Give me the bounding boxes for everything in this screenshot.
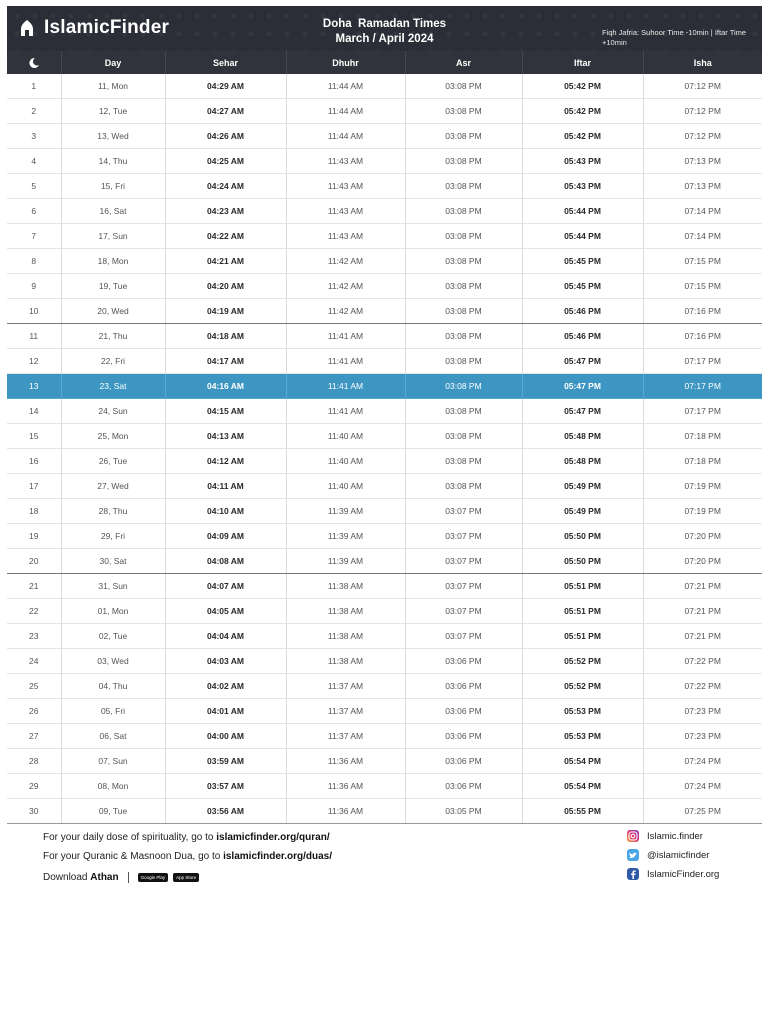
asr-time: 03:08 PM <box>405 299 522 324</box>
google-play-badge[interactable]: Google Play <box>138 873 169 882</box>
asr-time: 03:08 PM <box>405 224 522 249</box>
iftar-time: 05:51 PM <box>522 599 643 624</box>
ramadan-day: 7 <box>7 224 61 249</box>
isha-time: 07:17 PM <box>643 399 762 424</box>
table-row <box>7 624 762 649</box>
isha-time: 07:13 PM <box>643 149 762 174</box>
isha-time: 07:12 PM <box>643 99 762 124</box>
column-header-dhuhr: Dhuhr <box>286 51 405 74</box>
isha-time: 07:17 PM <box>643 374 762 399</box>
sehar-time: 04:20 AM <box>165 274 286 299</box>
iftar-time: 05:53 PM <box>522 699 643 724</box>
isha-time: 07:20 PM <box>643 549 762 574</box>
download-text: Download <box>43 872 91 883</box>
table-row <box>7 599 762 624</box>
dhuhr-time: 11:40 AM <box>286 424 405 449</box>
date: 21, Thu <box>61 324 165 349</box>
asr-time: 03:06 PM <box>405 749 522 774</box>
sehar-time: 04:05 AM <box>165 599 286 624</box>
sehar-time: 04:04 AM <box>165 624 286 649</box>
date: 05, Fri <box>61 699 165 724</box>
table-header-row <box>7 51 762 74</box>
table-row <box>7 424 762 449</box>
sehar-time: 04:11 AM <box>165 474 286 499</box>
iftar-time: 05:49 PM <box>522 474 643 499</box>
divider <box>128 872 129 883</box>
ramadan-day: 5 <box>7 174 61 199</box>
isha-time: 07:16 PM <box>643 299 762 324</box>
instagram-link[interactable] <box>627 830 703 842</box>
brand-name: IslamicFinder <box>44 17 170 38</box>
footer <box>7 826 762 896</box>
date: 15, Fri <box>61 174 165 199</box>
iftar-time: 05:52 PM <box>522 674 643 699</box>
isha-time: 07:20 PM <box>643 524 762 549</box>
date: 02, Tue <box>61 624 165 649</box>
table-row <box>7 399 762 424</box>
isha-time: 07:17 PM <box>643 349 762 374</box>
sehar-time: 03:56 AM <box>165 799 286 824</box>
asr-time: 03:07 PM <box>405 574 522 599</box>
table-row <box>7 74 762 99</box>
iftar-time: 05:55 PM <box>522 799 643 824</box>
sehar-time: 04:07 AM <box>165 574 286 599</box>
iftar-time: 05:50 PM <box>522 524 643 549</box>
dhuhr-time: 11:42 AM <box>286 299 405 324</box>
isha-time: 07:15 PM <box>643 274 762 299</box>
duas-promo-text: For your Quranic & Masnoon Dua, go to <box>43 851 224 862</box>
asr-time: 03:08 PM <box>405 474 522 499</box>
ramadan-day: 18 <box>7 499 61 524</box>
header-bar <box>7 6 762 51</box>
isha-time: 07:15 PM <box>643 249 762 274</box>
table-row <box>7 349 762 374</box>
ramadan-day: 12 <box>7 349 61 374</box>
isha-time: 07:14 PM <box>643 199 762 224</box>
iftar-time: 05:45 PM <box>522 249 643 274</box>
table-row <box>7 224 762 249</box>
isha-time: 07:24 PM <box>643 774 762 799</box>
asr-time: 03:08 PM <box>405 349 522 374</box>
ramadan-day: 22 <box>7 599 61 624</box>
table-row <box>7 674 762 699</box>
isha-time: 07:12 PM <box>643 74 762 99</box>
iftar-time: 05:44 PM <box>522 224 643 249</box>
date: 14, Thu <box>61 149 165 174</box>
dhuhr-time: 11:37 AM <box>286 699 405 724</box>
table-row <box>7 724 762 749</box>
sehar-time: 04:17 AM <box>165 349 286 374</box>
dhuhr-time: 11:44 AM <box>286 99 405 124</box>
date: 04, Thu <box>61 674 165 699</box>
mosque-icon <box>17 18 37 38</box>
dhuhr-time: 11:37 AM <box>286 674 405 699</box>
dhuhr-time: 11:40 AM <box>286 449 405 474</box>
date: 16, Sat <box>61 199 165 224</box>
asr-time: 03:07 PM <box>405 524 522 549</box>
asr-time: 03:08 PM <box>405 449 522 474</box>
sehar-time: 04:18 AM <box>165 324 286 349</box>
date: 13, Wed <box>61 124 165 149</box>
dhuhr-time: 11:43 AM <box>286 174 405 199</box>
ramadan-day: 4 <box>7 149 61 174</box>
table-row <box>7 124 762 149</box>
asr-time: 03:08 PM <box>405 124 522 149</box>
sehar-time: 04:26 AM <box>165 124 286 149</box>
dhuhr-time: 11:43 AM <box>286 199 405 224</box>
table-row <box>7 274 762 299</box>
asr-time: 03:08 PM <box>405 399 522 424</box>
iftar-time: 05:42 PM <box>522 124 643 149</box>
facebook-icon <box>627 868 639 880</box>
sehar-time: 03:57 AM <box>165 774 286 799</box>
quran-promo-text: For your daily dose of spirituality, go to <box>43 832 217 843</box>
ramadan-day: 30 <box>7 799 61 824</box>
sehar-time: 04:19 AM <box>165 299 286 324</box>
ramadan-timetable-page <box>7 6 762 824</box>
sehar-time: 04:16 AM <box>165 374 286 399</box>
isha-time: 07:19 PM <box>643 474 762 499</box>
quran-link[interactable]: islamicfinder.org/quran/ <box>216 832 330 843</box>
dhuhr-time: 11:36 AM <box>286 799 405 824</box>
ramadan-day: 19 <box>7 524 61 549</box>
ramadan-day: 1 <box>7 74 61 99</box>
ramadan-day: 11 <box>7 324 61 349</box>
dhuhr-time: 11:41 AM <box>286 399 405 424</box>
ramadan-day: 13 <box>7 374 61 399</box>
date: 18, Mon <box>61 249 165 274</box>
isha-time: 07:12 PM <box>643 124 762 149</box>
iftar-time: 05:42 PM <box>522 99 643 124</box>
sehar-time: 04:13 AM <box>165 424 286 449</box>
asr-time: 03:06 PM <box>405 699 522 724</box>
asr-time: 03:07 PM <box>405 599 522 624</box>
iftar-time: 05:53 PM <box>522 724 643 749</box>
download-promo <box>43 872 199 883</box>
asr-time: 03:08 PM <box>405 374 522 399</box>
asr-time: 03:06 PM <box>405 649 522 674</box>
isha-time: 07:19 PM <box>643 499 762 524</box>
date: 26, Tue <box>61 449 165 474</box>
ramadan-day: 23 <box>7 624 61 649</box>
asr-time: 03:07 PM <box>405 499 522 524</box>
table-row <box>7 574 762 599</box>
date: 27, Wed <box>61 474 165 499</box>
prayer-times-table <box>7 51 762 824</box>
isha-time: 07:13 PM <box>643 174 762 199</box>
date: 03, Wed <box>61 649 165 674</box>
iftar-time: 05:50 PM <box>522 549 643 574</box>
table-row <box>7 149 762 174</box>
date: 06, Sat <box>61 724 165 749</box>
asr-time: 03:08 PM <box>405 74 522 99</box>
date: 30, Sat <box>61 549 165 574</box>
title-city: Doha Ramadan Times <box>322 18 447 30</box>
dhuhr-time: 11:36 AM <box>286 749 405 774</box>
sehar-time: 04:27 AM <box>165 99 286 124</box>
iftar-time: 05:47 PM <box>522 374 643 399</box>
isha-time: 07:24 PM <box>643 749 762 774</box>
table-row <box>7 499 762 524</box>
isha-time: 07:23 PM <box>643 699 762 724</box>
ramadan-day: 8 <box>7 249 61 274</box>
dhuhr-time: 11:38 AM <box>286 574 405 599</box>
dhuhr-time: 11:43 AM <box>286 224 405 249</box>
iftar-time: 05:47 PM <box>522 399 643 424</box>
dhuhr-time: 11:44 AM <box>286 124 405 149</box>
sehar-time: 04:09 AM <box>165 524 286 549</box>
table-row <box>7 524 762 549</box>
dhuhr-time: 11:44 AM <box>286 74 405 99</box>
iftar-time: 05:47 PM <box>522 349 643 374</box>
isha-time: 07:23 PM <box>643 724 762 749</box>
dhuhr-time: 11:38 AM <box>286 649 405 674</box>
asr-time: 03:07 PM <box>405 624 522 649</box>
sehar-time: 04:02 AM <box>165 674 286 699</box>
ramadan-day: 17 <box>7 474 61 499</box>
sehar-time: 03:59 AM <box>165 749 286 774</box>
dhuhr-time: 11:39 AM <box>286 524 405 549</box>
iftar-time: 05:43 PM <box>522 174 643 199</box>
date: 23, Sat <box>61 374 165 399</box>
date: 09, Tue <box>61 799 165 824</box>
date: 25, Mon <box>61 424 165 449</box>
iftar-time: 05:46 PM <box>522 299 643 324</box>
isha-time: 07:21 PM <box>643 599 762 624</box>
title-period: March / April 2024 <box>335 33 434 45</box>
table-row <box>7 699 762 724</box>
table-row <box>7 174 762 199</box>
iftar-time: 05:42 PM <box>522 74 643 99</box>
sehar-time: 04:15 AM <box>165 399 286 424</box>
asr-time: 03:08 PM <box>405 274 522 299</box>
asr-time: 03:05 PM <box>405 799 522 824</box>
iftar-time: 05:44 PM <box>522 199 643 224</box>
asr-time: 03:08 PM <box>405 149 522 174</box>
twitter-icon <box>627 849 639 861</box>
date: 20, Wed <box>61 299 165 324</box>
ramadan-day: 6 <box>7 199 61 224</box>
dhuhr-time: 11:37 AM <box>286 724 405 749</box>
table-row <box>7 324 762 349</box>
duas-link[interactable]: islamicfinder.org/duas/ <box>223 851 333 862</box>
isha-time: 07:16 PM <box>643 324 762 349</box>
asr-time: 03:08 PM <box>405 99 522 124</box>
dhuhr-time: 11:38 AM <box>286 599 405 624</box>
ramadan-day-header <box>7 51 61 74</box>
asr-time: 03:08 PM <box>405 324 522 349</box>
duas-promo <box>43 851 332 862</box>
fiqh-note: Fiqh Jafria: Suhoor Time -10min | Iftar Time +10min <box>602 28 747 47</box>
sehar-time: 04:10 AM <box>165 499 286 524</box>
sehar-time: 04:23 AM <box>165 199 286 224</box>
sehar-time: 04:24 AM <box>165 174 286 199</box>
iftar-time: 05:48 PM <box>522 449 643 474</box>
column-header-iftar: Iftar <box>522 51 643 74</box>
ramadan-day: 21 <box>7 574 61 599</box>
isha-time: 07:14 PM <box>643 224 762 249</box>
date: 08, Mon <box>61 774 165 799</box>
ramadan-day: 10 <box>7 299 61 324</box>
isha-time: 07:21 PM <box>643 624 762 649</box>
crescent-moon-icon <box>28 57 40 69</box>
date: 29, Fri <box>61 524 165 549</box>
table-row <box>7 299 762 324</box>
iftar-time: 05:48 PM <box>522 424 643 449</box>
iftar-time: 05:54 PM <box>522 749 643 774</box>
date: 28, Thu <box>61 499 165 524</box>
sehar-time: 04:00 AM <box>165 724 286 749</box>
date: 19, Tue <box>61 274 165 299</box>
isha-time: 07:21 PM <box>643 574 762 599</box>
column-header-isha: Isha <box>643 51 762 74</box>
ramadan-day: 25 <box>7 674 61 699</box>
isha-time: 07:22 PM <box>643 649 762 674</box>
facebook-link[interactable] <box>627 868 719 880</box>
date: 17, Sun <box>61 224 165 249</box>
iftar-time: 05:45 PM <box>522 274 643 299</box>
sehar-time: 04:22 AM <box>165 224 286 249</box>
date: 31, Sun <box>61 574 165 599</box>
ramadan-day: 3 <box>7 124 61 149</box>
iftar-time: 05:49 PM <box>522 499 643 524</box>
column-header-sehar: Sehar <box>165 51 286 74</box>
quran-promo <box>43 832 330 843</box>
iftar-time: 05:54 PM <box>522 774 643 799</box>
dhuhr-time: 11:41 AM <box>286 324 405 349</box>
sehar-time: 04:29 AM <box>165 74 286 99</box>
dhuhr-time: 11:36 AM <box>286 774 405 799</box>
table-row <box>7 749 762 774</box>
asr-time: 03:08 PM <box>405 174 522 199</box>
ramadan-day: 26 <box>7 699 61 724</box>
sehar-time: 04:12 AM <box>165 449 286 474</box>
ramadan-day: 29 <box>7 774 61 799</box>
date: 24, Sun <box>61 399 165 424</box>
column-header-asr: Asr <box>405 51 522 74</box>
ramadan-day: 15 <box>7 424 61 449</box>
dhuhr-time: 11:38 AM <box>286 624 405 649</box>
ramadan-day: 27 <box>7 724 61 749</box>
isha-time: 07:25 PM <box>643 799 762 824</box>
sehar-time: 04:25 AM <box>165 149 286 174</box>
dhuhr-time: 11:41 AM <box>286 374 405 399</box>
date: 07, Sun <box>61 749 165 774</box>
ramadan-day: 20 <box>7 549 61 574</box>
dhuhr-time: 11:42 AM <box>286 274 405 299</box>
sehar-time: 04:01 AM <box>165 699 286 724</box>
table-row <box>7 99 762 124</box>
table-row <box>7 799 762 824</box>
ramadan-day: 14 <box>7 399 61 424</box>
app-store-badge[interactable]: App Store <box>173 873 199 882</box>
isha-time: 07:22 PM <box>643 674 762 699</box>
asr-time: 03:06 PM <box>405 724 522 749</box>
table-row <box>7 649 762 674</box>
sehar-time: 04:21 AM <box>165 249 286 274</box>
sehar-time: 04:03 AM <box>165 649 286 674</box>
asr-time: 03:08 PM <box>405 424 522 449</box>
page-title <box>297 17 472 47</box>
table-row <box>7 199 762 224</box>
sehar-time: 04:08 AM <box>165 549 286 574</box>
ramadan-day: 24 <box>7 649 61 674</box>
date: 12, Tue <box>61 99 165 124</box>
dhuhr-time: 11:43 AM <box>286 149 405 174</box>
table-body <box>7 74 762 824</box>
dhuhr-time: 11:42 AM <box>286 249 405 274</box>
asr-time: 03:08 PM <box>405 199 522 224</box>
asr-time: 03:06 PM <box>405 774 522 799</box>
asr-time: 03:06 PM <box>405 674 522 699</box>
date: 22, Fri <box>61 349 165 374</box>
dhuhr-time: 11:41 AM <box>286 349 405 374</box>
date: 11, Mon <box>61 74 165 99</box>
iftar-time: 05:52 PM <box>522 649 643 674</box>
isha-time: 07:18 PM <box>643 449 762 474</box>
ramadan-day: 16 <box>7 449 61 474</box>
ramadan-day: 2 <box>7 99 61 124</box>
athan-app-name: Athan <box>90 872 119 883</box>
iftar-time: 05:43 PM <box>522 149 643 174</box>
iftar-time: 05:51 PM <box>522 624 643 649</box>
brand-logo[interactable] <box>17 17 169 39</box>
asr-time: 03:07 PM <box>405 549 522 574</box>
table-row <box>7 549 762 574</box>
dhuhr-time: 11:39 AM <box>286 499 405 524</box>
iftar-time: 05:51 PM <box>522 574 643 599</box>
table-row <box>7 374 762 399</box>
iftar-time: 05:46 PM <box>522 324 643 349</box>
column-header-day: Day <box>61 51 165 74</box>
dhuhr-time: 11:40 AM <box>286 474 405 499</box>
instagram-handle: Islamic.finder <box>647 830 703 842</box>
ramadan-day: 9 <box>7 274 61 299</box>
date: 01, Mon <box>61 599 165 624</box>
table-row <box>7 774 762 799</box>
twitter-handle: @islamicfinder <box>647 849 710 861</box>
facebook-page: IslamicFinder.org <box>647 868 720 880</box>
ramadan-day: 28 <box>7 749 61 774</box>
isha-time: 07:18 PM <box>643 424 762 449</box>
table-row <box>7 249 762 274</box>
dhuhr-time: 11:39 AM <box>286 549 405 574</box>
twitter-link[interactable] <box>627 849 709 861</box>
asr-time: 03:08 PM <box>405 249 522 274</box>
instagram-icon <box>627 830 639 842</box>
table-row <box>7 449 762 474</box>
table-row <box>7 474 762 499</box>
